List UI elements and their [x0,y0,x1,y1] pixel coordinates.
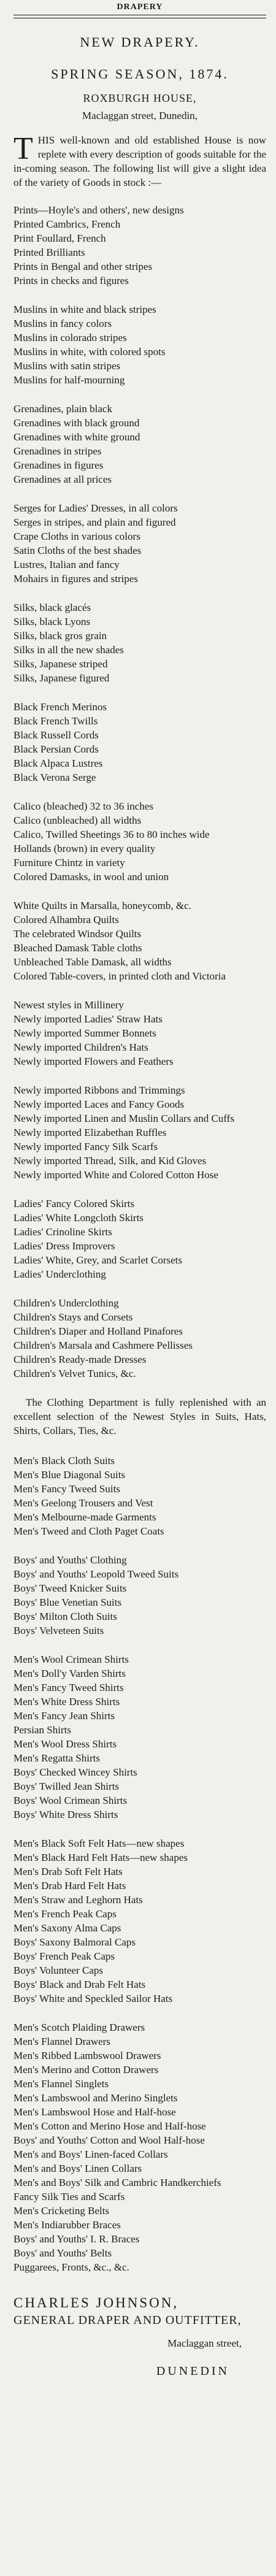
goods-line: Prints in Bengal and other stripes [13,261,153,272]
season-line: SPRING SEASON, 1874. [51,66,229,82]
goods-line: Black Russell Cords [13,729,99,741]
goods-line: Silks, Japanese figured [13,672,110,684]
goods-line: Boys' and Youths' Clothing [13,1554,127,1566]
goods-line: Ladies' White Longcloth Skirts [13,1212,144,1224]
venue-name: ROXBURGH HOUSE, [83,92,197,104]
venue-street: Maclaggan street, Dunedin, [82,110,197,121]
goods-line: Boys' and Youths' I. R. Braces [13,2233,140,2245]
goods-line: Boys' Velveteen Suits [13,1625,104,1636]
goods-line: Ladies' Underclothing [13,1268,106,1280]
goods-line: Colored Table-covers, in printed cloth and Victoria [13,970,226,982]
goods-section [13,1296,266,1381]
goods-line: Boys' Twilled Jean Shirts [13,1781,120,1792]
goods-line: Children's Diaper and Holland Pinafores [13,1325,183,1337]
goods-line: Muslins for half-mourning [13,374,125,386]
goods-line: Newly imported White and Colored Cotton Hose [13,1169,218,1181]
goods-line: Boys' and Youths' Leopold Tweed Suits [13,1568,179,1580]
goods-line: Grenadines, plain black [13,403,112,415]
goods-line: Muslins in colorado stripes [13,332,127,343]
goods-line: Newly imported Linen and Muslin Collars and Cuffs [13,1113,234,1124]
goods-section [13,600,266,685]
goods-line: Colored Alhambra Quilts [13,914,119,926]
goods-line: Crape Cloths in various colors [13,531,140,542]
drop-cap: T [13,131,33,166]
goods-line: Calico (unbleached) all widths [13,815,142,826]
intro-text: HIS well-known and old established House is now replete with every description of goods suitable for the in-coming season. The following list will give a slight idea of the variety of Goods in stock :— [13,134,266,188]
goods-line: Men's Doll'y Varden Shirts [13,1668,126,1679]
goods-line: Children's Stays and Corsets [13,1311,133,1323]
goods-line: Men's and Boys' Linen Collars [13,2163,142,2174]
goods-line: Men's Lambswool Hose and Half-hose [13,2106,176,2118]
goods-line: Men's Merino and Cotton Drawers [13,2064,159,2076]
goods-line: Men's Flannel Singlets [13,2078,109,2090]
goods-line: Men's Wool Dress Shirts [13,1738,117,1750]
goods-line: Prints—Hoyle's and others', new designs [13,204,184,216]
goods-line: Boys' Wool Crimean Shirts [13,1795,128,1806]
goods-line: Men's Black Hard Felt Hats—new shapes [13,1852,188,1863]
goods-line: Boys' and Youths' Belts [13,2247,112,2259]
goods-line: Boys' White Dress Shirts [13,1809,118,1820]
goods-line: Men's Fancy Jean Shirts [13,1710,115,1722]
goods-line: Men's Drab Soft Felt Hats [13,1866,123,1877]
proprietor-city: DUNEDIN [156,2364,229,2378]
goods-line: Muslins in fancy colors [13,318,112,329]
goods-line: Men's French Peak Caps [13,1908,117,1920]
goods-line: Boys' French Peak Caps [13,1950,115,1962]
goods-line: Bleached Damask Table cloths [13,942,142,954]
goods-line: Men's Tweed and Cloth Paget Coats [13,1525,164,1537]
goods-line: Men's Fancy Tweed Suits [13,1483,120,1495]
goods-line: Calico (bleached) 32 to 36 inches [13,800,154,812]
goods-section [13,1553,266,1638]
goods-line: The celebrated Windsor Quilts [13,928,142,940]
goods-line: Men's Indiarubber Braces [13,2219,121,2231]
goods-line: Muslins in white, with colored spots [13,346,166,358]
goods-list-primary [13,203,266,1381]
goods-line: Printed Cambrics, French [13,218,121,230]
goods-line: Boys' Black and Drab Felt Hats [13,1979,146,1990]
goods-line: Colored Damasks, in wool and union [13,871,169,883]
goods-line: Men's Regatta Shirts [13,1752,100,1764]
goods-line: Children's Underclothing [13,1297,119,1309]
goods-line: Men's Ribbed Lambswool Drawers [13,2050,161,2061]
goods-line: Newly imported Elizabethan Ruffles [13,1127,167,1138]
goods-line: Muslins with satin stripes [13,360,121,372]
goods-line: Newly imported Laces and Fancy Goods [13,1098,185,1110]
goods-line: Puggarees, Fronts, &c., &c. [13,2261,129,2273]
goods-line: Black Alpaca Lustres [13,757,103,769]
goods-line: Men's White Dress Shirts [13,1696,120,1708]
goods-line: Newly imported Ladies' Straw Hats [13,1013,163,1025]
goods-section [13,799,266,884]
goods-line: Men's Melbourne-made Garments [13,1511,156,1523]
goods-line: Grenadines in stripes [13,445,102,457]
goods-section [13,302,266,387]
goods-line: Printed Brilliants [13,247,85,258]
goods-line: Ladies' Fancy Colored Skirts [13,1198,135,1209]
goods-line: Ladies' Dress Improvers [13,1240,115,1252]
goods-section [13,203,266,288]
goods-line: Fancy Silk Ties and Scarfs [13,2191,125,2202]
goods-line: Silks, black glacés [13,602,91,613]
goods-line: Men's Fancy Tweed Shirts [13,1682,124,1693]
goods-line: Men's Flannel Drawers [13,2036,110,2047]
goods-section [13,998,266,1068]
goods-line: Men's Lambswool and Merino Singlets [13,2092,178,2104]
goods-list-clothing [13,1454,266,2274]
goods-line: Boys' Volunteer Caps [13,1965,103,1976]
goods-line: Men's Wool Crimean Shirts [13,1654,129,1665]
goods-line: Print Foullard, French [13,232,106,244]
goods-line: Children's Velvet Tunics, &c. [13,1368,136,1379]
proprietor-title: GENERAL DRAPER AND OUTFITTER, [13,2313,242,2327]
goods-line: Newly imported Thread, Silk, and Kid Gloves [13,1155,207,1167]
goods-line: Black French Twills [13,715,98,727]
goods-line: Newest styles in Millinery [13,999,124,1011]
goods-line: Men's Scotch Plaiding Drawers [13,2022,145,2033]
goods-line: Boys' White and Speckled Sailor Hats [13,1993,173,2004]
goods-line: Men's Straw and Leghorn Hats [13,1894,143,1906]
goods-line: Grenadines with black ground [13,417,140,429]
goods-line: Boys' Checked Wincey Shirts [13,1766,137,1778]
goods-section [13,899,266,983]
goods-section [13,1454,266,1538]
goods-section [13,700,266,784]
goods-line: Men's Blue Diagonal Suits [13,1469,126,1481]
goods-line: Men's Cotton and Merino Hose and Half-hose [13,2120,206,2132]
proprietor-name: CHARLES JOHNSON, [13,2295,179,2310]
goods-line: Men's Black Cloth Suits [13,1455,115,1466]
goods-line: Silks, Japanese striped [13,658,108,670]
goods-line: Men's Black Soft Felt Hats—new shapes [13,1838,185,1849]
goods-line: Hollands (brown) in every quality [13,843,156,854]
goods-line: Newly imported Fancy Silk Scarfs [13,1141,158,1152]
goods-line: Black Persian Cords [13,743,99,755]
goods-section [13,1083,266,1182]
goods-line: Ladies' Crinoline Skirts [13,1226,112,1238]
goods-line: Black Verona Serge [13,772,96,783]
goods-line: Serges for Ladies' Dresses, in all colors [13,502,178,514]
goods-section [13,1652,266,1822]
goods-line: Children's Marsala and Cashmere Pellisses [13,1340,193,1351]
goods-line: Boys' Blue Venetian Suits [13,1597,122,1608]
goods-line: Newly imported Children's Hats [13,1041,148,1053]
goods-line: Silks in all the new shades [13,644,124,656]
goods-line: Grenadines with white ground [13,431,140,443]
goods-section [13,501,266,586]
goods-section [13,402,266,486]
clothing-department-paragraph: The Clothing Department is fully replenished with an excellent selection of the Newest Styles in Suits, Hats, Shirts, Collars, Ties, &c. [13,1397,266,1436]
goods-line: Grenadines in figures [13,459,104,471]
goods-line: Silks, black Lyons [13,616,91,627]
category-label: DRAPERY [117,2,163,12]
goods-line: Grenadines at all prices [13,473,112,485]
goods-line: Men's Geelong Trousers and Vest [13,1497,153,1509]
goods-line: Newly imported Summer Bonnets [13,1027,156,1039]
goods-line: Newly imported Flowers and Feathers [13,1056,174,1067]
intro-paragraph [13,133,266,190]
goods-line: Men's Cricketing Belts [13,2205,110,2217]
goods-line: Prints in checks and figures [13,275,129,286]
goods-section [13,2020,266,2274]
goods-line: Black French Merinos [13,701,107,713]
goods-line: Calico, Twilled Sheetings 36 to 80 inches wide [13,829,210,840]
goods-line: Ladies' White, Grey, and Scarlet Corsets [13,1254,182,1266]
goods-line: Persian Shirts [13,1724,71,1736]
goods-line: Silks, black gros grain [13,630,107,642]
goods-line: Boys' Tweed Knicker Suits [13,1582,127,1594]
goods-line: Serges in stripes, and plain and figured [13,516,176,528]
goods-line: Newly imported Ribbons and Trimmings [13,1084,185,1096]
advert-title: NEW DRAPERY. [80,34,200,50]
goods-line: Men's Saxony Alma Caps [13,1922,121,1934]
goods-line: Unbleached Table Damask, all widths [13,956,172,968]
goods-section [13,1197,266,1281]
goods-line: Children's Ready-made Dresses [13,1354,147,1365]
goods-line: Boys' and Youths' Cotton and Wool Half-hose [13,2134,205,2146]
goods-line: Muslins in white and black stripes [13,304,156,315]
proprietor-street: Maclaggan street, [167,2337,242,2349]
goods-line: Boys' Milton Cloth Suits [13,1611,117,1622]
goods-line: Lustres, Italian and fancy [13,559,120,570]
goods-line: White Quilts in Marsalla, honeycomb, &c. [13,900,191,911]
goods-line: Mohairs in figures and stripes [13,573,139,585]
goods-line: Satin Cloths of the best shades [13,545,142,556]
goods-line: Boys' Saxony Balmoral Caps [13,1936,136,1948]
goods-line: Men's and Boys' Linen-faced Collars [13,2149,168,2160]
goods-section [13,1836,266,2006]
goods-line: Men's Drab Hard Felt Hats [13,1880,126,1892]
goods-line: Furniture Chintz in variety [13,857,125,868]
goods-line: Men's and Boys' Silk and Cambric Handkerchiefs [13,2177,221,2188]
